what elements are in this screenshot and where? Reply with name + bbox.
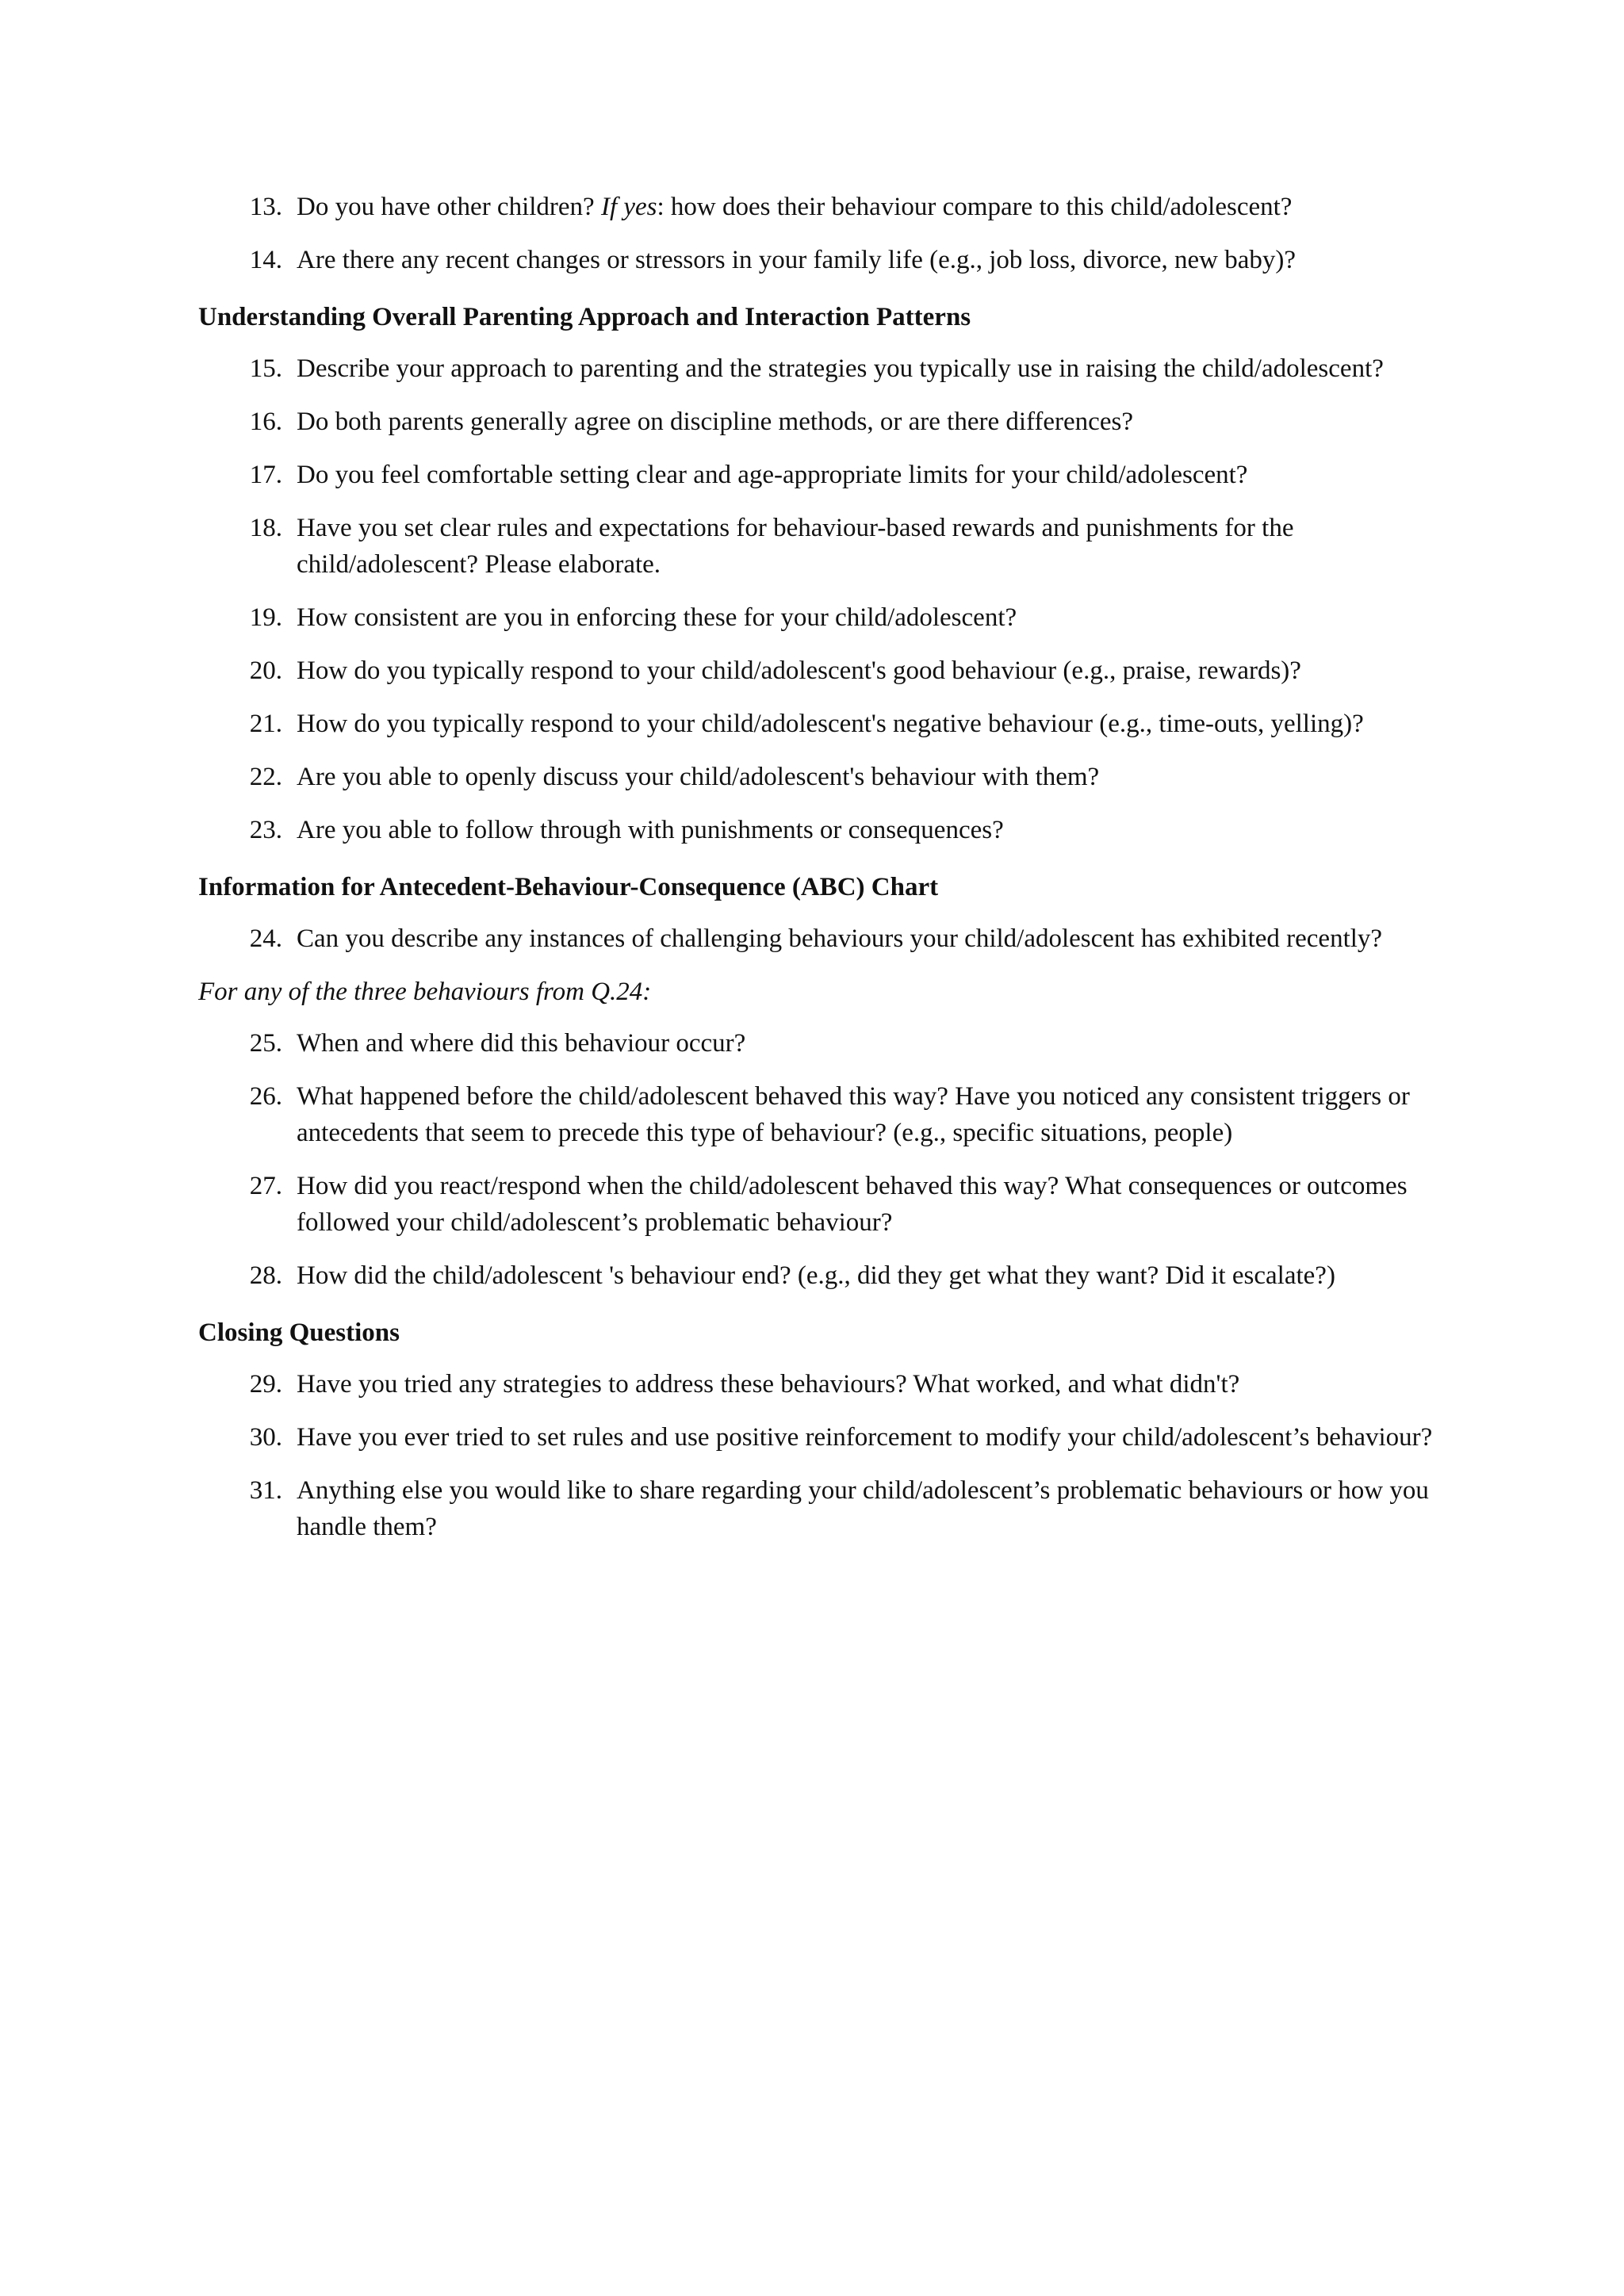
question-26: [198, 1078, 1451, 1151]
question-number: 23.: [249, 816, 282, 844]
question-text: Describe your approach to parenting and the strategies you typically use in raising the child/adolescent?: [297, 354, 1384, 383]
question-16: [198, 404, 1451, 440]
question-18: [198, 510, 1451, 583]
question-text: Have you set clear rules and expectations for behaviour-based rewards and punishments for the child/adolescent? Please elaborate.: [297, 514, 1294, 579]
question-text: What happened before the child/adolescent behaved this way? Have you noticed any consistent triggers or antecedents that seem to precede this type of behaviour? (e.g., specific situations, people): [297, 1082, 1410, 1147]
question-number: 20.: [249, 656, 282, 685]
question-text: Have you ever tried to set rules and use positive reinforcement to modify your child/adolescent’s behaviour?: [297, 1423, 1433, 1452]
question-text: How did the child/adolescent 's behaviour end? (e.g., did they get what they want? Did it escalate?): [297, 1261, 1335, 1290]
question-27: [198, 1168, 1451, 1241]
question-text: Anything else you would like to share regarding your child/adolescent’s problematic behaviours or how you handle them?: [297, 1476, 1429, 1541]
question-text: How do you typically respond to your child/adolescent's good behaviour (e.g., praise, rewards)?: [297, 656, 1301, 685]
question-number: 29.: [249, 1370, 282, 1399]
question-number: 28.: [249, 1261, 282, 1290]
question-number: 22.: [249, 763, 282, 791]
question-text: Have you tried any strategies to address these behaviours? What worked, and what didn't?: [297, 1370, 1240, 1399]
question-number: 17.: [249, 461, 282, 489]
question-22: [198, 759, 1451, 795]
question-text: Can you describe any instances of challenging behaviours your child/adolescent has exhibited recently?: [297, 924, 1383, 953]
question-text: When and where did this behaviour occur?: [297, 1029, 746, 1058]
question-14: [198, 242, 1451, 278]
question-19: [198, 599, 1451, 636]
question-31: [198, 1472, 1451, 1545]
question-25: [198, 1025, 1451, 1062]
question-text: Do both parents generally agree on discipline methods, or are there differences?: [297, 408, 1133, 436]
question-number: 27.: [249, 1172, 282, 1200]
question-20: [198, 652, 1451, 689]
question-text: Do you have other children? If yes: how does their behaviour compare to this child/adolescent?: [297, 193, 1293, 221]
question-23: [198, 812, 1451, 848]
question-number: 25.: [249, 1029, 282, 1058]
question-number: 14.: [249, 246, 282, 274]
questionnaire-body: [198, 189, 1451, 1562]
question-number: 15.: [249, 354, 282, 383]
question-24: [198, 920, 1451, 957]
question-17: [198, 457, 1451, 493]
section-heading-closing: Closing Questions: [198, 1318, 400, 1347]
question-number: 16.: [249, 408, 282, 436]
question-number: 26.: [249, 1082, 282, 1111]
question-number: 19.: [249, 603, 282, 632]
question-number: 31.: [249, 1476, 282, 1505]
question-text: Do you feel comfortable setting clear and age-appropriate limits for your child/adolescent?: [297, 461, 1248, 489]
question-text: Are you able to follow through with punishments or consequences?: [297, 816, 1004, 844]
question-number: 24.: [249, 924, 282, 953]
question-text: Are there any recent changes or stressors in your family life (e.g., job loss, divorce, new baby)?: [297, 246, 1296, 274]
question-13: [198, 189, 1451, 225]
question-number: 13.: [249, 193, 282, 221]
question-number: 18.: [249, 514, 282, 542]
question-15: [198, 350, 1451, 387]
section-heading-abc-chart: Information for Antecedent-Behaviour-Consequence (ABC) Chart: [198, 873, 939, 901]
question-21: [198, 706, 1451, 742]
question-30: [198, 1419, 1451, 1456]
question-29: [198, 1366, 1451, 1402]
question-text: Are you able to openly discuss your child/adolescent's behaviour with them?: [297, 763, 1100, 791]
question-text: How consistent are you in enforcing these for your child/adolescent?: [297, 603, 1017, 632]
question-28: [198, 1257, 1451, 1294]
instruction-note: For any of the three behaviours from Q.24:: [198, 978, 652, 1006]
question-text: How did you react/respond when the child/adolescent behaved this way? What consequences or outcomes followed your child/adolescent’s problematic behaviour?: [297, 1172, 1408, 1237]
question-number: 30.: [249, 1423, 282, 1452]
question-text: How do you typically respond to your child/adolescent's negative behaviour (e.g., time-outs, yelling)?: [297, 710, 1364, 738]
question-number: 21.: [249, 710, 282, 738]
section-heading-parenting-approach: Understanding Overall Parenting Approach and Interaction Patterns: [198, 303, 971, 331]
